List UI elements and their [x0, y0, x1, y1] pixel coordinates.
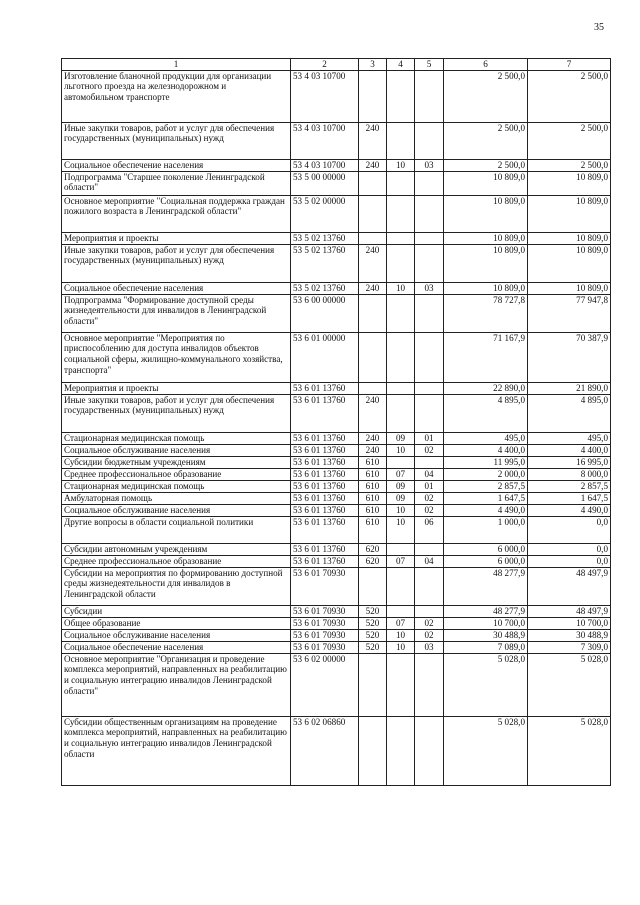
header-cell: 1	[62, 59, 291, 71]
target-code: 53 6 01 13760	[291, 456, 359, 468]
section-code	[387, 70, 415, 122]
subsection-code: 02	[415, 504, 444, 516]
amount-year-1: 30 488,9	[444, 629, 528, 641]
target-code: 53 4 03 10700	[291, 122, 359, 159]
table-row	[62, 394, 611, 432]
subsection-code: 02	[415, 617, 444, 629]
amount-year-2: 2 500,0	[528, 122, 611, 159]
subsection-code: 04	[415, 468, 444, 480]
row-name: Социальное обеспечение населения	[62, 641, 291, 653]
amount-year-2: 48 497,9	[528, 605, 611, 617]
subsection-code	[415, 716, 444, 785]
header-row	[62, 59, 611, 71]
row-name: Мероприятия и проекты	[62, 382, 291, 394]
subsection-code: 02	[415, 629, 444, 641]
row-name: Подпрограмма "Старшее поколение Ленинградской области"	[62, 171, 291, 195]
target-code: 53 6 01 70930	[291, 617, 359, 629]
header-cell: 3	[359, 59, 387, 71]
row-name: Иные закупки товаров, работ и услуг для обеспечения государственных (муниципальных) нужд	[62, 394, 291, 432]
expense-type: 240	[359, 444, 387, 456]
section-code	[387, 122, 415, 159]
amount-year-1: 6 000,0	[444, 555, 528, 567]
table-row	[62, 543, 611, 555]
amount-year-1: 2 857,5	[444, 480, 528, 492]
row-name: Субсидии общественным организациям на проведение комплекса мероприятий, направленных на реабилитацию и социальную интеграцию инвалидов Ленинградской области	[62, 716, 291, 785]
amount-year-2: 10 809,0	[528, 171, 611, 195]
section-code	[387, 456, 415, 468]
section-code: 07	[387, 468, 415, 480]
amount-year-1: 2 500,0	[444, 159, 528, 171]
amount-year-2: 10 700,0	[528, 617, 611, 629]
amount-year-1: 5 028,0	[444, 716, 528, 785]
expense-type: 240	[359, 244, 387, 282]
table-row	[62, 294, 611, 332]
amount-year-1: 10 809,0	[444, 195, 528, 232]
target-code: 53 6 02 06860	[291, 716, 359, 785]
target-code: 53 6 02 00000	[291, 653, 359, 716]
target-code: 53 5 02 13760	[291, 244, 359, 282]
section-code	[387, 382, 415, 394]
target-code: 53 6 01 13760	[291, 432, 359, 444]
subsection-code	[415, 195, 444, 232]
expense-type: 240	[359, 394, 387, 432]
amount-year-2: 1 647,5	[528, 492, 611, 504]
amount-year-1: 10 809,0	[444, 282, 528, 294]
amount-year-2: 7 309,0	[528, 641, 611, 653]
header-cell: 2	[291, 59, 359, 71]
expense-type: 620	[359, 555, 387, 567]
amount-year-1: 10 809,0	[444, 232, 528, 244]
page-number: 35	[594, 22, 604, 33]
table-row	[62, 716, 611, 785]
target-code: 53 6 01 70930	[291, 605, 359, 617]
section-code: 10	[387, 159, 415, 171]
subsection-code: 03	[415, 282, 444, 294]
amount-year-2: 10 809,0	[528, 282, 611, 294]
target-code: 53 4 03 10700	[291, 70, 359, 122]
amount-year-1: 2 500,0	[444, 70, 528, 122]
amount-year-1: 7 089,0	[444, 641, 528, 653]
table-row	[62, 555, 611, 567]
section-code: 09	[387, 432, 415, 444]
row-name: Изготовление бланочной продукции для организации льготного проезда на железнодорожном и автомобильном транспорте	[62, 70, 291, 122]
row-name: Иные закупки товаров, работ и услуг для обеспечения государственных (муниципальных) нужд	[62, 122, 291, 159]
target-code: 53 5 02 00000	[291, 195, 359, 232]
row-name: Субсидии	[62, 605, 291, 617]
row-name: Среднее профессиональное образование	[62, 468, 291, 480]
amount-year-2: 2 500,0	[528, 70, 611, 122]
table-row	[62, 629, 611, 641]
amount-year-1: 10 809,0	[444, 171, 528, 195]
row-name: Основное мероприятие "Социальная поддержка граждан пожилого возраста в Ленинградской области"	[62, 195, 291, 232]
section-code	[387, 232, 415, 244]
header-cell: 6	[444, 59, 528, 71]
target-code: 53 6 01 70930	[291, 629, 359, 641]
subsection-code	[415, 232, 444, 244]
table-row	[62, 617, 611, 629]
table-row	[62, 382, 611, 394]
budget-table	[61, 58, 611, 786]
amount-year-2: 0,0	[528, 555, 611, 567]
amount-year-1: 48 277,9	[444, 605, 528, 617]
amount-year-1: 78 727,8	[444, 294, 528, 332]
expense-type: 520	[359, 629, 387, 641]
table-row	[62, 504, 611, 516]
expense-type: 240	[359, 282, 387, 294]
expense-type	[359, 195, 387, 232]
section-code: 10	[387, 629, 415, 641]
section-code: 07	[387, 555, 415, 567]
subsection-code: 06	[415, 516, 444, 543]
expense-type	[359, 232, 387, 244]
amount-year-1: 2 000,0	[444, 468, 528, 480]
table-row	[62, 332, 611, 382]
row-name: Субсидии автономным учреждениям	[62, 543, 291, 555]
expense-type	[359, 653, 387, 716]
section-code: 10	[387, 444, 415, 456]
row-name: Социальное обслуживание населения	[62, 444, 291, 456]
expense-type: 520	[359, 617, 387, 629]
table-row	[62, 122, 611, 159]
amount-year-2: 2 500,0	[528, 159, 611, 171]
amount-year-2: 2 857,5	[528, 480, 611, 492]
amount-year-2: 495,0	[528, 432, 611, 444]
row-name: Социальное обеспечение населения	[62, 159, 291, 171]
row-name: Другие вопросы в области социальной политики	[62, 516, 291, 543]
section-code: 10	[387, 516, 415, 543]
target-code: 53 6 01 13760	[291, 555, 359, 567]
subsection-code: 01	[415, 432, 444, 444]
expense-type: 610	[359, 480, 387, 492]
subsection-code: 04	[415, 555, 444, 567]
table-row	[62, 244, 611, 282]
section-code: 09	[387, 492, 415, 504]
subsection-code: 02	[415, 492, 444, 504]
amount-year-2: 5 028,0	[528, 716, 611, 785]
row-name: Стационарная медицинская помощь	[62, 480, 291, 492]
amount-year-1: 4 895,0	[444, 394, 528, 432]
subsection-code	[415, 394, 444, 432]
subsection-code: 01	[415, 480, 444, 492]
subsection-code	[415, 294, 444, 332]
amount-year-1: 2 500,0	[444, 122, 528, 159]
expense-type: 610	[359, 456, 387, 468]
row-name: Общее образование	[62, 617, 291, 629]
target-code: 53 5 02 13760	[291, 282, 359, 294]
expense-type: 620	[359, 543, 387, 555]
target-code: 53 6 01 13760	[291, 480, 359, 492]
expense-type	[359, 171, 387, 195]
row-name: Субсидии бюджетным учреждениям	[62, 456, 291, 468]
section-code: 10	[387, 641, 415, 653]
amount-year-1: 495,0	[444, 432, 528, 444]
expense-type	[359, 294, 387, 332]
table-row	[62, 171, 611, 195]
amount-year-1: 5 028,0	[444, 653, 528, 716]
amount-year-2: 21 890,0	[528, 382, 611, 394]
row-name: Основное мероприятие "Организация и проведение комплекса мероприятий, направленных на реабилитацию и социальную интеграцию инвалидов Ленинградской области"	[62, 653, 291, 716]
table-row	[62, 653, 611, 716]
section-code	[387, 244, 415, 282]
table-row	[62, 456, 611, 468]
section-code: 07	[387, 617, 415, 629]
table-row	[62, 492, 611, 504]
expense-type: 240	[359, 159, 387, 171]
subsection-code	[415, 171, 444, 195]
amount-year-1: 11 995,0	[444, 456, 528, 468]
subsection-code: 03	[415, 159, 444, 171]
table-row	[62, 432, 611, 444]
section-code	[387, 716, 415, 785]
table-row	[62, 195, 611, 232]
subsection-code: 02	[415, 444, 444, 456]
header-cell: 5	[415, 59, 444, 71]
expense-type: 520	[359, 641, 387, 653]
target-code: 53 5 02 13760	[291, 232, 359, 244]
table-row	[62, 468, 611, 480]
row-name: Среднее профессиональное образование	[62, 555, 291, 567]
row-name: Мероприятия и проекты	[62, 232, 291, 244]
amount-year-2: 70 387,9	[528, 332, 611, 382]
amount-year-1: 10 700,0	[444, 617, 528, 629]
amount-year-1: 4 490,0	[444, 504, 528, 516]
amount-year-1: 6 000,0	[444, 543, 528, 555]
expense-type	[359, 567, 387, 605]
amount-year-2: 5 028,0	[528, 653, 611, 716]
section-code: 10	[387, 282, 415, 294]
table-row	[62, 516, 611, 543]
row-name: Стационарная медицинская помощь	[62, 432, 291, 444]
section-code: 09	[387, 480, 415, 492]
amount-year-2: 10 809,0	[528, 232, 611, 244]
table-row	[62, 567, 611, 605]
amount-year-1: 10 809,0	[444, 244, 528, 282]
amount-year-1: 71 167,9	[444, 332, 528, 382]
table-row	[62, 444, 611, 456]
expense-type: 520	[359, 605, 387, 617]
amount-year-2: 16 995,0	[528, 456, 611, 468]
expense-type: 610	[359, 504, 387, 516]
amount-year-1: 1 000,0	[444, 516, 528, 543]
expense-type	[359, 70, 387, 122]
header-cell: 7	[528, 59, 611, 71]
expense-type: 610	[359, 516, 387, 543]
target-code: 53 6 01 13760	[291, 394, 359, 432]
subsection-code	[415, 382, 444, 394]
target-code: 53 6 01 13760	[291, 492, 359, 504]
expense-type: 610	[359, 468, 387, 480]
header-cell: 4	[387, 59, 415, 71]
target-code: 53 6 01 13760	[291, 516, 359, 543]
row-name: Подпрограмма "Формирование доступной среды жизнедеятельности для инвалидов в Ленинградской области"	[62, 294, 291, 332]
subsection-code	[415, 567, 444, 605]
table-row	[62, 159, 611, 171]
subsection-code	[415, 653, 444, 716]
section-code	[387, 294, 415, 332]
table-row	[62, 480, 611, 492]
expense-type: 240	[359, 122, 387, 159]
amount-year-2: 77 947,8	[528, 294, 611, 332]
row-name: Субсидии на мероприятия по формированию доступной среды жизнедеятельности для инвалидов в Ленинградской области	[62, 567, 291, 605]
expense-type	[359, 332, 387, 382]
amount-year-1: 1 647,5	[444, 492, 528, 504]
target-code: 53 6 01 13760	[291, 468, 359, 480]
table-row	[62, 641, 611, 653]
amount-year-2: 0,0	[528, 516, 611, 543]
amount-year-2: 10 809,0	[528, 195, 611, 232]
row-name: Социальное обслуживание населения	[62, 629, 291, 641]
subsection-code	[415, 332, 444, 382]
section-code	[387, 195, 415, 232]
subsection-code: 03	[415, 641, 444, 653]
section-code	[387, 653, 415, 716]
row-name: Социальное обеспечение населения	[62, 282, 291, 294]
expense-type: 610	[359, 492, 387, 504]
section-code	[387, 394, 415, 432]
target-code: 53 6 00 00000	[291, 294, 359, 332]
amount-year-2: 8 000,0	[528, 468, 611, 480]
amount-year-2: 4 400,0	[528, 444, 611, 456]
row-name: Иные закупки товаров, работ и услуг для обеспечения государственных (муниципальных) нужд	[62, 244, 291, 282]
subsection-code	[415, 122, 444, 159]
subsection-code	[415, 543, 444, 555]
target-code: 53 6 01 13760	[291, 543, 359, 555]
expense-type	[359, 716, 387, 785]
target-code: 53 6 01 70930	[291, 641, 359, 653]
target-code: 53 4 03 10700	[291, 159, 359, 171]
amount-year-2: 4 895,0	[528, 394, 611, 432]
amount-year-2: 10 809,0	[528, 244, 611, 282]
target-code: 53 6 01 13760	[291, 382, 359, 394]
amount-year-1: 48 277,9	[444, 567, 528, 605]
subsection-code	[415, 70, 444, 122]
subsection-code	[415, 456, 444, 468]
target-code: 53 5 00 00000	[291, 171, 359, 195]
amount-year-2: 48 497,9	[528, 567, 611, 605]
target-code: 53 6 01 00000	[291, 332, 359, 382]
table-row	[62, 232, 611, 244]
table-row	[62, 605, 611, 617]
amount-year-2: 30 488,9	[528, 629, 611, 641]
section-code	[387, 543, 415, 555]
amount-year-2: 0,0	[528, 543, 611, 555]
target-code: 53 6 01 70930	[291, 567, 359, 605]
subsection-code	[415, 605, 444, 617]
expense-type: 240	[359, 432, 387, 444]
table-row	[62, 282, 611, 294]
table-row	[62, 70, 611, 122]
amount-year-1: 4 400,0	[444, 444, 528, 456]
expense-type	[359, 382, 387, 394]
amount-year-1: 22 890,0	[444, 382, 528, 394]
section-code: 10	[387, 504, 415, 516]
section-code	[387, 332, 415, 382]
section-code	[387, 605, 415, 617]
row-name: Социальное обслуживание населения	[62, 504, 291, 516]
subsection-code	[415, 244, 444, 282]
section-code	[387, 567, 415, 605]
target-code: 53 6 01 13760	[291, 504, 359, 516]
section-code	[387, 171, 415, 195]
row-name: Амбулаторная помощь	[62, 492, 291, 504]
target-code: 53 6 01 13760	[291, 444, 359, 456]
amount-year-2: 4 490,0	[528, 504, 611, 516]
row-name: Основное мероприятие "Мероприятия по приспособлению для доступа инвалидов объектов социальной сферы, жилищно-коммунального хозяйства, транспорта"	[62, 332, 291, 382]
